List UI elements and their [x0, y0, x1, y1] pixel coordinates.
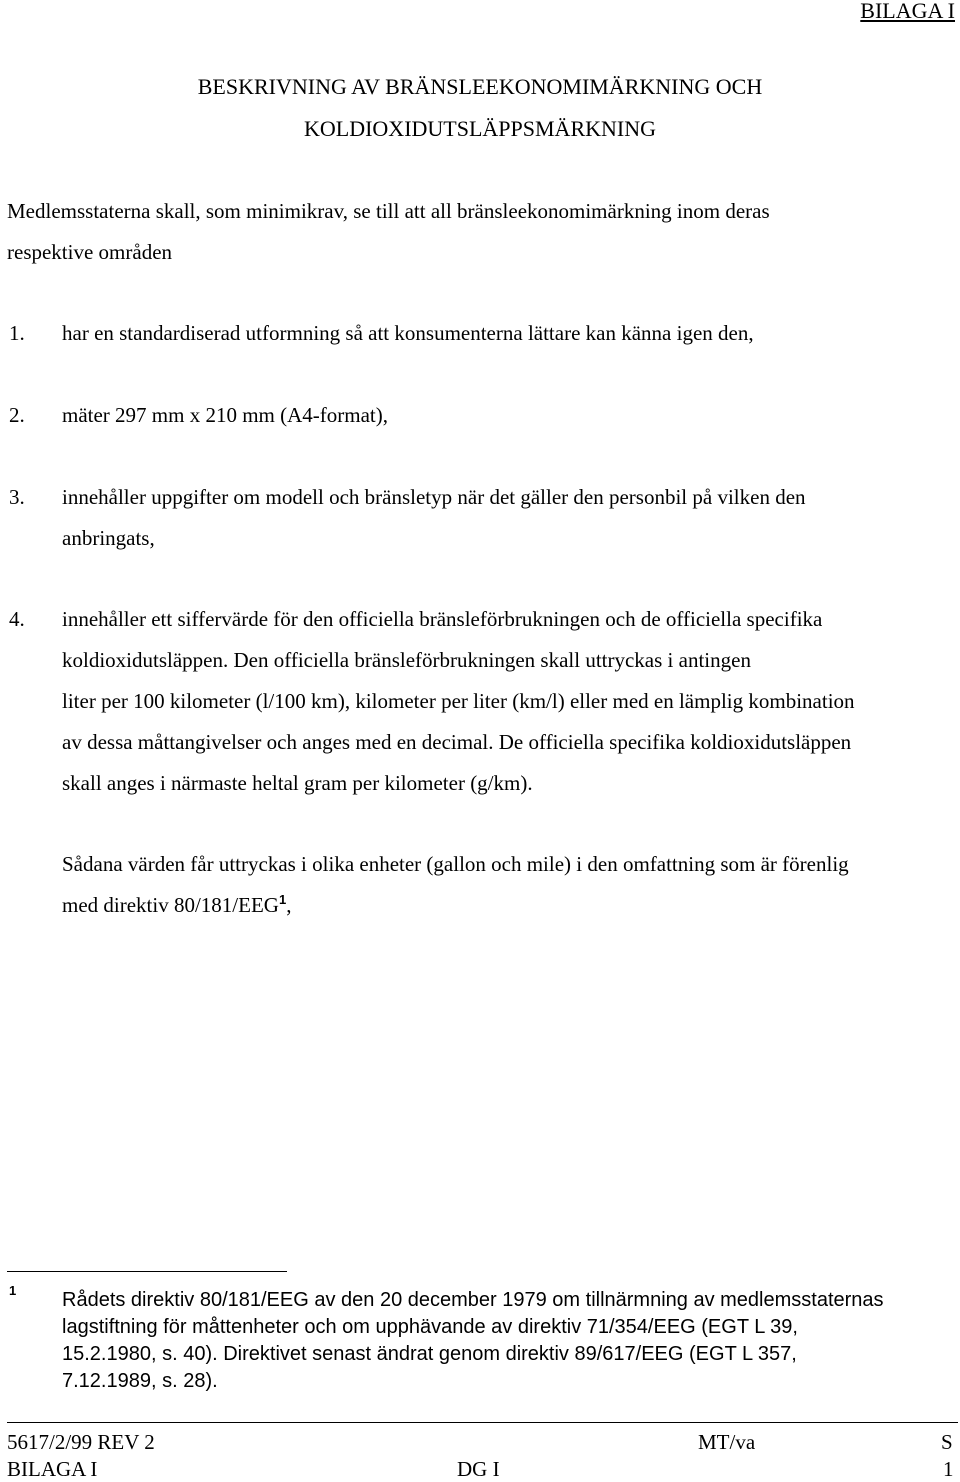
list-item-text: innehåller uppgifter om modell och bränsletyp när det gäller den personbil på vilken den	[62, 485, 806, 509]
list-item-text: mäter 297 mm x 210 mm (A4-format),	[62, 403, 389, 427]
footer-annex: BILAGA I	[7, 1457, 98, 1481]
footnote-reference[interactable]: 1	[278, 892, 287, 907]
footnote-line: 7.12.1989, s. 28).	[62, 1370, 218, 1392]
list-item-text: innehåller ett siffervärde för den officiella bränsleförbrukningen och de officiella specifika	[62, 607, 823, 631]
list-item-text: av dessa måttangivelser och anges med en decimal. De officiella specifika koldioxidutsläppen	[62, 730, 852, 754]
footnote-mark: 1	[9, 1283, 17, 1298]
footer-dg: DG I	[457, 1457, 500, 1481]
list-item-text: har en standardiserad utformning så att konsumenterna lättare kan känna igen den,	[62, 321, 754, 345]
footer-page-number: 1	[943, 1457, 954, 1481]
footnote-separator	[7, 1271, 287, 1272]
list-item-text: skall anges i närmaste heltal gram per kilometer (g/km).	[62, 771, 533, 795]
footer-doc-ref: 5617/2/99 REV 2	[7, 1430, 155, 1454]
list-item-number: 4.	[9, 607, 25, 631]
footer-initials: MT/va	[698, 1430, 756, 1454]
list-item-text: koldioxidutsläppen. Den officiella bränsleförbrukningen skall uttryckas i antingen	[62, 648, 751, 672]
footnote-line: lagstiftning för måttenheter och om upphävande av direktiv 71/354/EEG (EGT L 39,	[62, 1316, 798, 1338]
intro-line-1: Medlemsstaterna skall, som minimikrav, se till att all bränsleekonomimärkning inom deras	[7, 199, 770, 223]
units-paragraph-text: med direktiv 80/181/EEG	[62, 893, 279, 917]
footer-language: S	[941, 1430, 953, 1454]
footer-separator	[7, 1422, 958, 1423]
list-item-text: anbringats,	[62, 526, 155, 550]
annex-label-top: BILAGA I	[860, 0, 955, 23]
units-paragraph-line-2	[62, 893, 291, 918]
list-item-number: 3.	[9, 485, 25, 509]
footnote-line: Rådets direktiv 80/181/EEG av den 20 december 1979 om tillnärmning av medlemsstaternas	[62, 1289, 884, 1311]
list-item-number: 1.	[9, 321, 25, 345]
units-paragraph-end: ,	[286, 893, 292, 917]
list-item-text: liter per 100 kilometer (l/100 km), kilometer per liter (km/l) eller med en lämplig kombination	[62, 689, 855, 713]
list-item-number: 2.	[9, 403, 25, 427]
units-paragraph-line-1: Sådana värden får uttryckas i olika enheter (gallon och mile) i den omfattning som är förenlig	[62, 852, 849, 876]
document-title-line-2: KOLDIOXIDUTSLÄPPSMÄRKNING	[303, 116, 656, 141]
document-title-line-1: BESKRIVNING AV BRÄNSLEEKONOMIMÄRKNING OCH	[197, 74, 763, 99]
footnote-line: 15.2.1980, s. 40). Direktivet senast ändrat genom direktiv 89/617/EEG (EGT L 357,	[62, 1343, 797, 1365]
intro-line-2: respektive områden	[7, 240, 173, 264]
